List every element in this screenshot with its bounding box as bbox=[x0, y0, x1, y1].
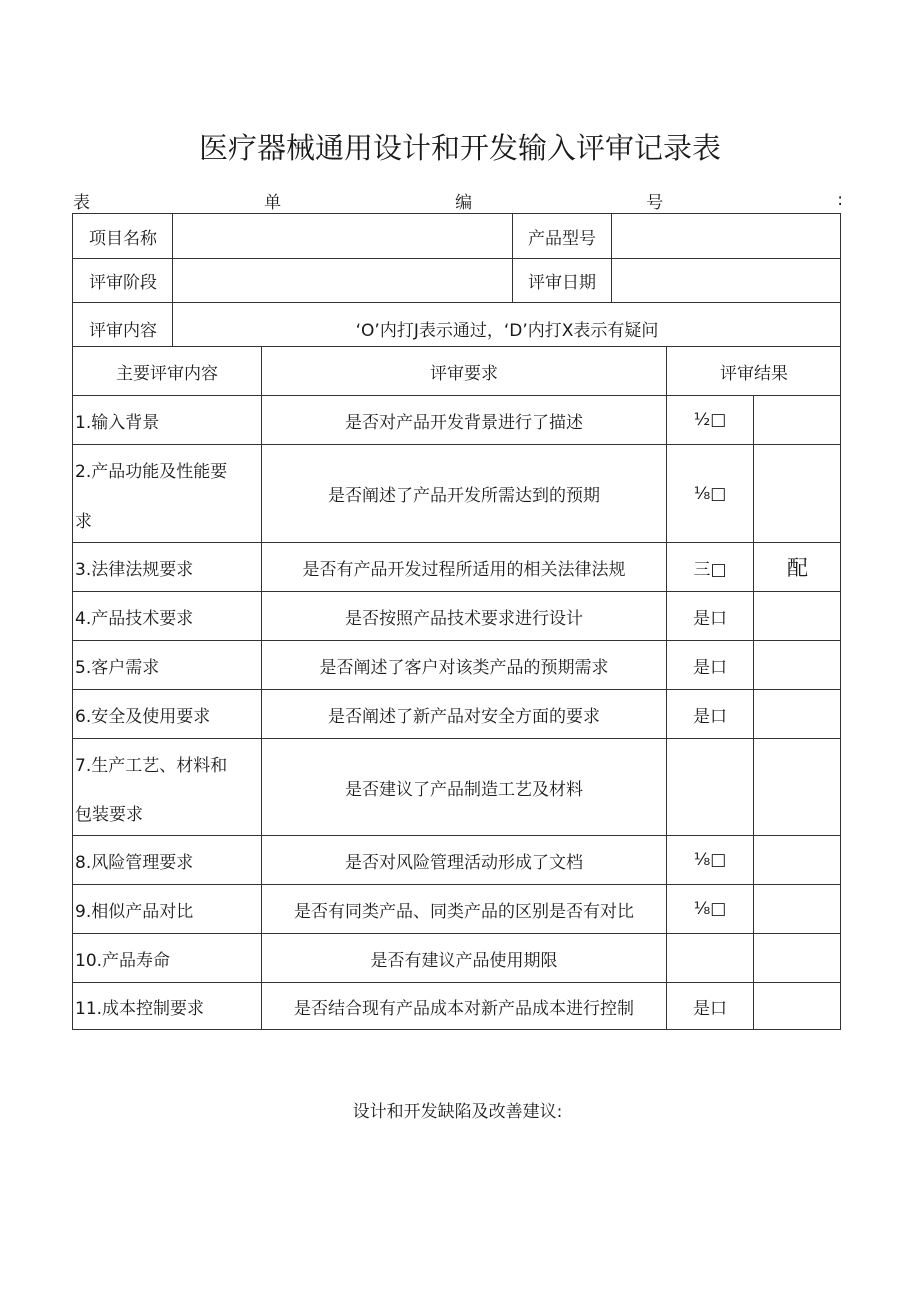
row-result-checkbox[interactable] bbox=[666, 738, 753, 835]
form-number-char: 表 bbox=[73, 192, 90, 213]
row-item: 11.成本控制要求 bbox=[73, 982, 261, 1030]
review-content-label: 评审内容 bbox=[73, 302, 172, 346]
column-requirement: 评审要求 bbox=[261, 346, 666, 395]
row-result-checkbox[interactable]: ⅛□ bbox=[666, 884, 753, 933]
row-item-line1: 7.生产工艺、材料和 bbox=[75, 756, 228, 776]
row-item: 6.安全及使用要求 bbox=[73, 689, 261, 738]
row-item: 10.产品寿命 bbox=[73, 933, 261, 982]
row-result-checkbox[interactable]: 三□ bbox=[666, 542, 753, 591]
row-item: 1.输入背景 bbox=[73, 395, 261, 444]
project-name-label: 项目名称 bbox=[89, 228, 157, 249]
row-requirement: 是否有建议产品使用期限 bbox=[261, 933, 666, 982]
row-result-note bbox=[753, 591, 841, 640]
row-result-note bbox=[753, 738, 841, 835]
product-model-label: 产品型号 bbox=[512, 214, 611, 258]
row-requirement: 是否建议了产品制造工艺及材料 bbox=[261, 738, 666, 835]
row-result-note: 配 bbox=[753, 542, 841, 591]
row-requirement: 是否对风险管理活动形成了文档 bbox=[261, 835, 666, 884]
row-item: 5.客户需求 bbox=[73, 640, 261, 689]
row-result-note bbox=[753, 689, 841, 738]
row-item-line2: 求 bbox=[75, 512, 92, 532]
row-requirement: 是否按照产品技术要求进行设计 bbox=[261, 591, 666, 640]
row-requirement: 是否阐述了客户对该类产品的预期需求 bbox=[261, 640, 666, 689]
improvement-suggestions-label: 设计和开发缺陷及改善建议: bbox=[352, 1102, 563, 1122]
row-item: 8.风险管理要求 bbox=[73, 835, 261, 884]
review-stage-value[interactable] bbox=[172, 258, 512, 302]
row-requirement: 是否有同类产品、同类产品的区别是否有对比 bbox=[261, 884, 666, 933]
project-name-value[interactable] bbox=[172, 214, 512, 258]
page-title: 医疗器械通用设计和开发输入评审记录表 bbox=[198, 131, 721, 165]
row-result-checkbox[interactable]: ⅛□ bbox=[666, 835, 753, 884]
row-result-note bbox=[753, 395, 841, 444]
review-instruction: ‘O’内打J表示通过，‘D’内打X表示有疑问 bbox=[172, 302, 841, 346]
review-date-label: 评审日期 bbox=[512, 258, 611, 302]
row-result-note bbox=[753, 884, 841, 933]
row-item: 4.产品技术要求 bbox=[73, 591, 261, 640]
row-item: 3.法律法规要求 bbox=[73, 542, 261, 591]
review-stage-label: 评审阶段 bbox=[73, 258, 172, 302]
form-number-char: 单 bbox=[264, 192, 282, 213]
row-item-line2: 包装要求 bbox=[75, 805, 143, 825]
row-result-checkbox[interactable]: 是口 bbox=[666, 591, 753, 640]
column-main-content: 主要评审内容 bbox=[73, 346, 261, 395]
review-date-value[interactable] bbox=[611, 258, 841, 302]
row-result-note bbox=[753, 933, 841, 982]
row-result-checkbox[interactable]: 是口 bbox=[666, 640, 753, 689]
row-result-checkbox[interactable] bbox=[666, 933, 753, 982]
form-number-char: 号 bbox=[646, 192, 664, 213]
form-number-char: 编 bbox=[455, 192, 473, 213]
column-result: 评审结果 bbox=[666, 346, 841, 395]
form-number-line bbox=[73, 188, 843, 212]
row-requirement: 是否有产品开发过程所适用的相关法律法规 bbox=[261, 542, 666, 591]
form-number-char: : bbox=[837, 190, 843, 210]
row-item-line1: 2.产品功能及性能要 bbox=[75, 462, 228, 482]
row-item bbox=[73, 444, 261, 542]
row-result-checkbox[interactable]: 是口 bbox=[666, 982, 753, 1030]
row-requirement: 是否结合现有产品成本对新产品成本进行控制 bbox=[261, 982, 666, 1030]
product-model-value[interactable] bbox=[611, 214, 841, 258]
row-result-checkbox[interactable]: 是口 bbox=[666, 689, 753, 738]
row-requirement: 是否阐述了产品开发所需达到的预期 bbox=[261, 444, 666, 542]
row-result-checkbox[interactable]: ½□ bbox=[666, 395, 753, 444]
row-result-note bbox=[753, 640, 841, 689]
review-table bbox=[72, 213, 841, 1030]
row-item: 9.相似产品对比 bbox=[73, 884, 261, 933]
row-requirement: 是否对产品开发背景进行了描述 bbox=[261, 395, 666, 444]
row-result-checkbox[interactable]: ⅛□ bbox=[666, 444, 753, 542]
row-result-note bbox=[753, 982, 841, 1030]
row-item bbox=[73, 738, 261, 835]
row-result-note bbox=[753, 444, 841, 542]
row-requirement: 是否阐述了新产品对安全方面的要求 bbox=[261, 689, 666, 738]
row-result-note bbox=[753, 835, 841, 884]
